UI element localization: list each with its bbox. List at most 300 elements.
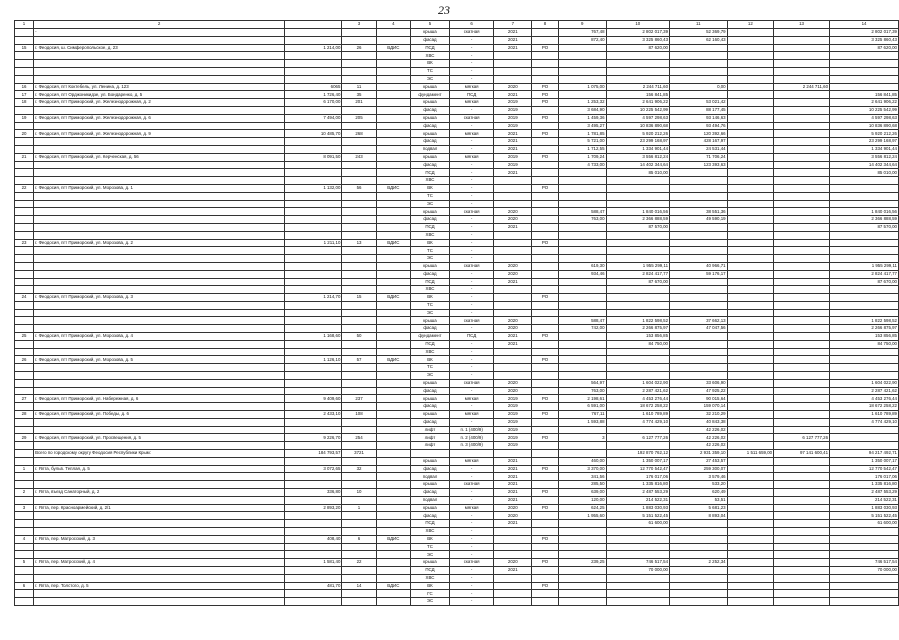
table-cell	[285, 387, 342, 395]
table-cell	[558, 67, 606, 75]
table-row	[15, 372, 899, 380]
table-cell: 18 672 258,22	[830, 403, 899, 411]
table-cell	[774, 504, 830, 512]
table-cell	[727, 395, 773, 403]
table-cell	[376, 442, 410, 450]
table-cell: -	[449, 364, 493, 372]
table-cell: 10	[342, 489, 376, 497]
table-cell	[670, 294, 728, 302]
table-cell: 2021	[494, 457, 532, 465]
table-cell: 2 487 553,29	[830, 489, 899, 497]
table-cell	[774, 169, 830, 177]
table-cell: 763,00	[558, 216, 606, 224]
table-cell	[727, 247, 773, 255]
table-cell: ЭС	[411, 75, 450, 83]
table-cell	[558, 426, 606, 434]
table-cell: 6 170,00	[285, 99, 342, 107]
table-cell	[34, 36, 285, 44]
table-cell	[376, 262, 410, 270]
table-cell	[532, 528, 559, 536]
table-cell: 341,56	[558, 473, 606, 481]
table-cell	[670, 364, 728, 372]
table-cell: -	[449, 520, 493, 528]
table-cell	[342, 457, 376, 465]
table-cell: 1 132,00	[285, 184, 342, 192]
table-cell	[774, 442, 830, 450]
table-cell	[494, 582, 532, 590]
table-cell	[15, 379, 34, 387]
table-cell	[606, 192, 670, 200]
table-cell: 2019	[494, 434, 532, 442]
table-row	[15, 434, 899, 442]
table-cell	[376, 91, 410, 99]
table-cell	[727, 255, 773, 263]
table-cell	[774, 262, 830, 270]
table-cell: 1	[15, 465, 34, 473]
table-cell	[670, 200, 728, 208]
table-cell	[342, 161, 376, 169]
table-cell	[558, 239, 606, 247]
table-cell: фасад	[411, 36, 450, 44]
table-cell	[15, 520, 34, 528]
table-cell: 2 641 906,22	[830, 99, 899, 107]
table-cell	[606, 75, 670, 83]
table-cell: -	[449, 67, 493, 75]
table-row	[15, 379, 899, 387]
table-cell	[285, 223, 342, 231]
table-cell	[532, 372, 559, 380]
table-cell	[15, 286, 34, 294]
table-row	[15, 262, 899, 270]
table-cell: фасад	[411, 270, 450, 278]
table-cell: 1 335 816,80	[830, 481, 899, 489]
table-cell	[830, 255, 899, 263]
table-cell	[670, 574, 728, 582]
table-cell: 3 325 860,43	[606, 36, 670, 44]
table-row	[15, 457, 899, 465]
table-cell	[606, 294, 670, 302]
table-cell: 32 210,29	[670, 411, 728, 419]
table-cell	[558, 75, 606, 83]
table-cell	[774, 184, 830, 192]
table-cell: подвал	[411, 496, 450, 504]
column-number: 8	[532, 21, 559, 29]
table-cell: -	[449, 551, 493, 559]
table-cell: 2019	[494, 395, 532, 403]
column-number: 9	[558, 21, 606, 29]
table-cell	[494, 364, 532, 372]
table-cell: -	[449, 36, 493, 44]
table-cell: 1 840 016,56	[830, 208, 899, 216]
table-cell: 1 581,40	[285, 559, 342, 567]
table-cell: 1 840 016,56	[606, 208, 670, 216]
table-cell	[285, 566, 342, 574]
table-row	[15, 99, 899, 107]
table-cell	[727, 91, 773, 99]
table-cell	[774, 106, 830, 114]
table-cell	[830, 551, 899, 559]
table-cell	[606, 551, 670, 559]
table-cell	[532, 138, 559, 146]
table-cell	[774, 496, 830, 504]
table-row	[15, 411, 899, 419]
table-cell	[532, 418, 559, 426]
table-cell	[532, 590, 559, 598]
table-row	[15, 551, 899, 559]
table-cell: ЭС	[411, 551, 450, 559]
table-cell	[34, 145, 285, 153]
table-cell	[774, 395, 830, 403]
table-cell	[532, 29, 559, 37]
table-cell: 40 966,71	[670, 262, 728, 270]
table-cell	[342, 192, 376, 200]
table-cell	[774, 44, 830, 52]
table-cell	[558, 52, 606, 60]
table-cell	[830, 574, 899, 582]
table-cell: 93 494,76	[670, 122, 728, 130]
table-cell: ХВС	[411, 231, 450, 239]
table-cell: 87 570,00	[830, 223, 899, 231]
table-cell: г. Феодосия, пгт Орджоникидзе, ул. Бондаренко, д. 5	[34, 91, 285, 99]
table-cell	[34, 169, 285, 177]
table-cell: 47 047,56	[670, 325, 728, 333]
table-cell	[727, 504, 773, 512]
table-cell: 239,25	[558, 559, 606, 567]
table-cell: 94 217 492,71	[830, 450, 899, 458]
table-cell: 767,48	[558, 29, 606, 37]
table-cell: ТС	[411, 192, 450, 200]
table-cell: -	[449, 60, 493, 68]
table-cell: 5 681,23	[670, 504, 728, 512]
table-cell	[727, 489, 773, 497]
table-cell	[532, 301, 559, 309]
table-cell	[34, 340, 285, 348]
table-cell	[34, 231, 285, 239]
table-cell	[15, 574, 34, 582]
table-cell: -	[449, 294, 493, 302]
table-cell: 4 453 276,44	[606, 395, 670, 403]
table-cell	[774, 67, 830, 75]
column-number: 4	[376, 21, 410, 29]
table-cell	[34, 255, 285, 263]
table-cell: 2021	[494, 340, 532, 348]
table-cell	[34, 457, 285, 465]
column-number: 13	[774, 21, 830, 29]
table-cell	[774, 29, 830, 37]
table-cell: 87 620,00	[606, 44, 670, 52]
table-cell: мягкая	[449, 504, 493, 512]
table-cell	[558, 372, 606, 380]
table-cell	[494, 60, 532, 68]
table-cell	[727, 387, 773, 395]
table-cell: 93 146,63	[670, 114, 728, 122]
table-row	[15, 208, 899, 216]
table-cell	[606, 286, 670, 294]
table-cell: Всего по городскому округу Феодосия Республики Крым:	[34, 450, 285, 458]
table-cell: ХВС	[411, 177, 450, 185]
table-cell	[15, 231, 34, 239]
table-cell	[285, 262, 342, 270]
table-row	[15, 418, 899, 426]
table-cell	[727, 200, 773, 208]
table-cell: скатная	[449, 262, 493, 270]
table-cell	[34, 223, 285, 231]
table-cell	[532, 60, 559, 68]
table-row	[15, 192, 899, 200]
table-cell: 23	[15, 239, 34, 247]
table-cell	[670, 520, 728, 528]
table-cell	[34, 247, 285, 255]
table-cell	[532, 208, 559, 216]
table-cell	[342, 528, 376, 536]
table-cell	[727, 356, 773, 364]
table-cell	[494, 590, 532, 598]
table-cell	[285, 317, 342, 325]
table-cell	[342, 590, 376, 598]
table-cell: 2 244 711,60	[774, 83, 830, 91]
table-cell: ВК	[411, 60, 450, 68]
table-cell: г. Феодосия, пгт Приморский, ул. Керченская, д. 56	[34, 153, 285, 161]
table-cell	[727, 99, 773, 107]
table-cell: 23 299 168,97	[606, 138, 670, 146]
table-cell: -	[449, 340, 493, 348]
table-cell	[342, 29, 376, 37]
table-cell	[727, 434, 773, 442]
table-cell	[532, 520, 559, 528]
table-cell	[342, 566, 376, 574]
column-number: 11	[670, 21, 728, 29]
table-cell	[670, 255, 728, 263]
table-cell	[34, 528, 285, 536]
table-cell	[830, 348, 899, 356]
table-cell	[376, 598, 410, 606]
table-cell: 24	[15, 294, 34, 302]
table-cell: 3 370,00	[558, 465, 606, 473]
table-cell: РО	[532, 465, 559, 473]
table-row	[15, 294, 899, 302]
table-cell: 1 211,10	[285, 239, 342, 247]
table-cell: 88 177,45	[670, 106, 728, 114]
table-cell: фасад	[411, 138, 450, 146]
table-row	[15, 317, 899, 325]
table-cell	[285, 496, 342, 504]
table-cell: скатная	[449, 481, 493, 489]
table-cell: 29	[15, 434, 34, 442]
table-cell	[830, 286, 899, 294]
table-cell: 2021	[494, 223, 532, 231]
table-cell: 10 485,70	[285, 130, 342, 138]
table-cell	[15, 75, 34, 83]
table-row	[15, 223, 899, 231]
table-cell: -	[449, 286, 493, 294]
table-cell: -	[449, 418, 493, 426]
table-cell: ПСД	[411, 340, 450, 348]
table-cell	[494, 574, 532, 582]
table-cell: ПСД	[449, 91, 493, 99]
table-row	[15, 598, 899, 606]
table-cell: 85 010,00	[606, 169, 670, 177]
table-cell: подвал	[411, 473, 450, 481]
table-cell	[285, 574, 342, 582]
table-cell	[774, 99, 830, 107]
table-cell	[830, 442, 899, 450]
table-cell: скатная	[449, 379, 493, 387]
table-cell	[34, 574, 285, 582]
table-cell: ПСД	[449, 333, 493, 341]
table-cell	[34, 325, 285, 333]
table-cell	[727, 262, 773, 270]
table-cell	[34, 403, 285, 411]
table-cell	[376, 208, 410, 216]
table-cell	[727, 29, 773, 37]
table-cell	[670, 223, 728, 231]
table-cell	[376, 99, 410, 107]
table-cell: 153 856,85	[830, 333, 899, 341]
table-cell	[15, 301, 34, 309]
table-cell: 2019	[494, 418, 532, 426]
table-cell: 763,00	[558, 387, 606, 395]
table-cell	[532, 473, 559, 481]
table-cell: 254	[342, 434, 376, 442]
table-cell: РО	[532, 91, 559, 99]
table-cell	[558, 450, 606, 458]
table-cell	[670, 91, 728, 99]
table-cell: 87 620,00	[830, 44, 899, 52]
table-cell: 2021	[494, 145, 532, 153]
table-cell: фасад	[411, 161, 450, 169]
table-cell	[342, 574, 376, 582]
table-cell	[727, 496, 773, 504]
table-cell	[494, 551, 532, 559]
table-cell: 588,47	[558, 208, 606, 216]
table-cell: 2020	[494, 216, 532, 224]
table-cell: 214 522,31	[830, 496, 899, 504]
table-cell	[285, 192, 342, 200]
table-cell: 1 214,70	[285, 294, 342, 302]
table-cell	[558, 177, 606, 185]
table-cell: фасад	[411, 512, 450, 520]
table-cell	[774, 301, 830, 309]
table-cell	[727, 67, 773, 75]
table-cell: 4	[15, 535, 34, 543]
table-cell	[342, 512, 376, 520]
table-cell	[558, 551, 606, 559]
table-cell	[34, 278, 285, 286]
table-cell	[774, 138, 830, 146]
table-cell: 336,80	[285, 489, 342, 497]
table-cell: мягкая	[449, 411, 493, 419]
column-number: 1	[15, 21, 34, 29]
table-cell: 2021	[494, 465, 532, 473]
table-cell	[376, 457, 410, 465]
table-cell: -	[449, 75, 493, 83]
table-cell	[285, 598, 342, 606]
table-cell: ТС	[411, 364, 450, 372]
table-cell	[342, 278, 376, 286]
table-row	[15, 309, 899, 317]
table-cell	[285, 60, 342, 68]
table-cell: мягкая	[449, 99, 493, 107]
table-cell	[532, 169, 559, 177]
table-cell	[15, 551, 34, 559]
table-cell	[285, 340, 342, 348]
table-cell	[285, 278, 342, 286]
table-cell	[15, 67, 34, 75]
table-cell	[342, 67, 376, 75]
table-cell: 120 392,66	[670, 130, 728, 138]
table-cell: -	[449, 403, 493, 411]
table-cell	[774, 60, 830, 68]
table-cell: 1 604 022,90	[830, 379, 899, 387]
table-cell	[34, 551, 285, 559]
table-cell	[670, 535, 728, 543]
table-cell: -	[449, 543, 493, 551]
table-cell: 1 214,00	[285, 44, 342, 52]
table-cell	[830, 52, 899, 60]
table-cell	[342, 442, 376, 450]
table-cell	[774, 294, 830, 302]
table-cell: 15	[15, 44, 34, 52]
table-cell: крыша	[411, 317, 450, 325]
table-row	[15, 348, 899, 356]
table-cell	[285, 75, 342, 83]
table-cell: -	[449, 496, 493, 504]
table-row	[15, 29, 899, 37]
table-cell: 26	[342, 44, 376, 52]
table-row	[15, 184, 899, 192]
table-cell	[376, 364, 410, 372]
table-cell	[774, 566, 830, 574]
table-cell	[376, 348, 410, 356]
table-cell: 2019	[494, 426, 532, 434]
table-cell	[376, 161, 410, 169]
table-cell	[532, 52, 559, 60]
table-cell: 746 517,54	[606, 559, 670, 567]
table-cell	[285, 473, 342, 481]
table-cell: 2 366 888,59	[830, 216, 899, 224]
table-cell	[376, 450, 410, 458]
table-cell: 176 017,06	[830, 473, 899, 481]
table-cell	[285, 364, 342, 372]
table-cell	[285, 481, 342, 489]
table-row	[15, 67, 899, 75]
table-cell: крыша	[411, 457, 450, 465]
table-cell	[376, 325, 410, 333]
table-cell: -	[449, 138, 493, 146]
table-cell	[727, 364, 773, 372]
table-cell	[774, 286, 830, 294]
table-cell: -	[449, 566, 493, 574]
table-cell: 49 590,19	[670, 216, 728, 224]
table-cell	[558, 364, 606, 372]
table-cell: 38 551,36	[670, 208, 728, 216]
table-cell	[34, 418, 285, 426]
table-cell: 1 709,24	[558, 153, 606, 161]
table-cell: 2 487 553,29	[606, 489, 670, 497]
table-cell	[15, 216, 34, 224]
table-cell: ХВС	[411, 528, 450, 536]
table-cell	[670, 356, 728, 364]
table-cell: 4 597 298,63	[606, 114, 670, 122]
table-cell: 934,46	[558, 270, 606, 278]
table-cell	[727, 473, 773, 481]
table-cell: 6	[15, 582, 34, 590]
table-cell	[774, 278, 830, 286]
table-row	[15, 333, 899, 341]
table-cell	[376, 512, 410, 520]
table-cell	[532, 348, 559, 356]
table-cell: 1 593,88	[558, 418, 606, 426]
